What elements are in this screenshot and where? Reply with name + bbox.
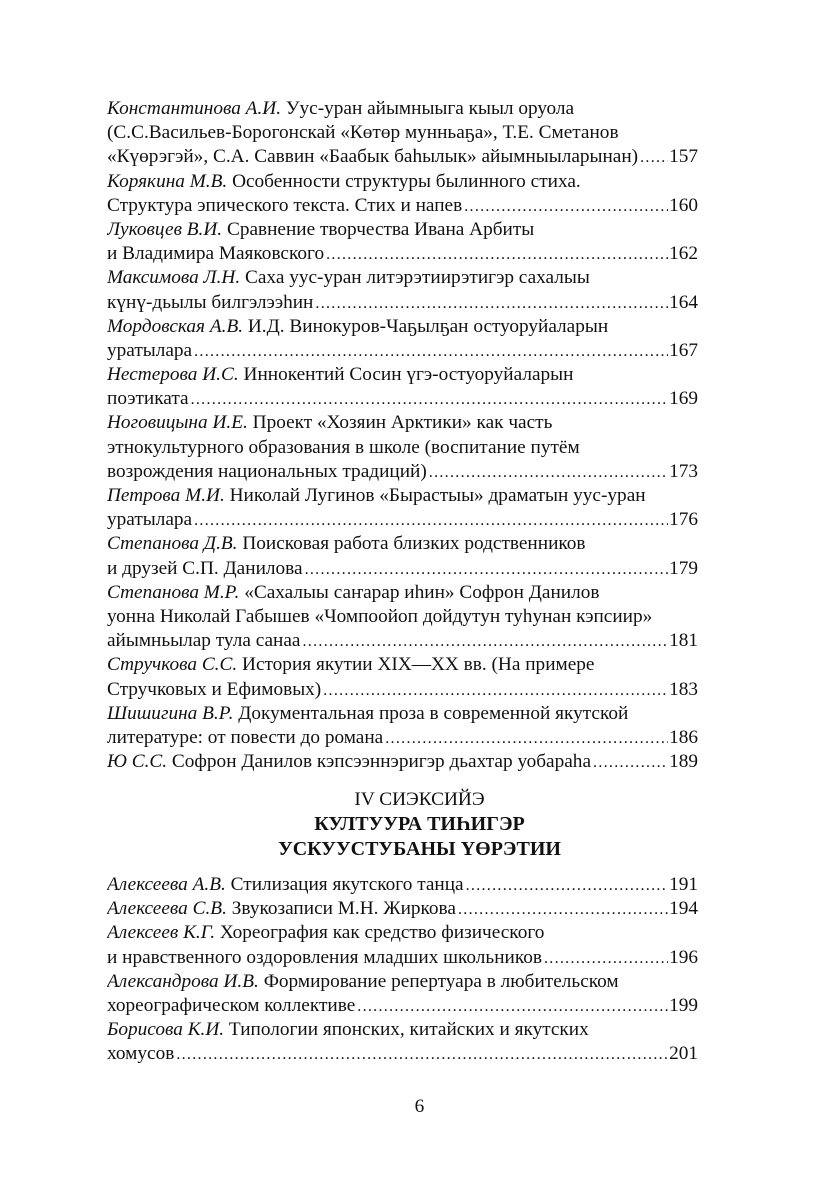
toc-entry-title: Структура эпического текста. Стих и напев <box>107 194 463 216</box>
dot-leader <box>323 679 668 702</box>
dot-leader <box>593 751 668 774</box>
toc-entry-title: күнү-дьылы билгэлээһин <box>107 291 314 313</box>
toc-entry[interactable] <box>107 532 698 580</box>
toc-entry-title: и нравственного оздоровления младших школьников <box>107 946 542 968</box>
dot-leader <box>640 146 668 169</box>
toc-entry-title: Саха уус-уран литэрэтиирэтигэр сахалыы <box>245 267 590 289</box>
toc-entry[interactable] <box>107 897 698 921</box>
toc-entry-page: 169 <box>669 388 698 410</box>
toc-entry-title: возрождения национальных традиций) <box>107 460 427 482</box>
toc-entry-author: Максимова Л.Н. <box>107 267 241 289</box>
toc-entry-author: Константинова А.И. <box>107 98 282 119</box>
toc-entry-page: 167 <box>669 339 698 361</box>
dot-leader <box>194 340 668 363</box>
toc-entry-page: 179 <box>669 557 698 579</box>
toc-entry-title: уратылара <box>107 509 193 531</box>
toc-entry-page: 186 <box>669 726 698 748</box>
section-label: IV СИЭКСИЙЭ <box>354 789 485 810</box>
toc-entry[interactable] <box>107 315 698 363</box>
toc-entry[interactable] <box>107 411 698 484</box>
dot-leader <box>458 898 668 921</box>
toc-entry-title: Стилизация якутского танца <box>230 874 464 895</box>
toc-entry-title: История якутии XIX—XX вв. (На примере <box>242 654 595 676</box>
toc-entry[interactable] <box>107 921 698 969</box>
toc-entry[interactable] <box>107 218 698 266</box>
toc-entry-page: 157 <box>669 146 698 168</box>
toc-entry-title: этнокультурного образования в школе (воспитание путём <box>107 436 580 458</box>
toc-entry-title: литературе: от повести до романа <box>107 726 384 748</box>
toc-entry-title: и Владимира Маяковского <box>107 243 325 265</box>
toc-entry-title: И.Д. Винокуров-Чаҕылҕан остуоруйаларын <box>247 315 609 337</box>
toc-entry[interactable] <box>107 363 698 411</box>
toc-list-part2 <box>107 873 698 1067</box>
toc-entry-author: Мордовская А.В. <box>107 315 244 337</box>
toc-entry-title: «Күөрэгэй», С.А. Саввин «Баабык баһылык» айымныыларынан) <box>107 146 639 168</box>
dot-leader <box>326 243 668 266</box>
toc-entry-author: Алексеева А.В. <box>107 874 226 895</box>
toc-entry[interactable] <box>107 581 698 654</box>
toc-entry-page: 160 <box>669 194 698 216</box>
toc-entry-title: Типологии японских, китайских и якутских <box>228 1019 589 1041</box>
toc-list-part1 <box>107 97 698 774</box>
toc-entry[interactable] <box>107 653 698 701</box>
page-number: 6 <box>414 1096 425 1117</box>
toc-entry-author: Нестерова И.С. <box>107 364 239 386</box>
toc-entry-author: Корякина М.В. <box>107 170 228 192</box>
toc-entry-title: хореографическом коллективе <box>107 994 356 1016</box>
toc-entry-title: и друзей С.П. Данилова <box>107 557 303 579</box>
toc-entry-page: 199 <box>669 994 698 1016</box>
toc-entry-author: Александрова И.В. <box>107 970 259 992</box>
toc-entry-title: Уус-уран айымныыга кыыл оруола <box>285 98 575 119</box>
dot-leader <box>357 995 668 1018</box>
section-title: УСКУУСТУБАНЫ ҮӨРЭТИИ <box>278 838 561 860</box>
toc-entry-title: Формирование репертуара в любительском <box>263 970 619 992</box>
toc-entry-author: Петрова М.И. <box>107 485 225 506</box>
toc-entry-author: Ноговицына И.Е. <box>107 412 248 434</box>
toc-entry-page: 194 <box>669 898 698 920</box>
toc-entry-author: Степанова М.Р. <box>107 581 240 603</box>
toc-entry[interactable] <box>107 1018 698 1066</box>
toc-entry-page: 191 <box>669 874 698 895</box>
dot-leader <box>466 874 668 897</box>
toc-entry-page: 173 <box>669 460 698 482</box>
toc-entry-author: Луковцев В.И. <box>107 218 223 240</box>
toc-entry-title: поэтиката <box>107 388 189 410</box>
toc-entry[interactable] <box>107 970 698 1018</box>
section-heading <box>0 787 839 862</box>
toc-entry-page: 181 <box>669 630 698 652</box>
toc-entry[interactable] <box>107 97 698 170</box>
toc-entry-title: Иннокентий Сосин үгэ-остуоруйаларын <box>243 364 574 386</box>
dot-leader <box>315 292 668 315</box>
toc-entry[interactable] <box>107 873 698 897</box>
dot-leader <box>385 727 668 750</box>
dot-leader <box>194 509 668 532</box>
toc-entry-title: уратылара <box>107 339 193 361</box>
dot-leader <box>305 558 669 581</box>
toc-entry-title: Стручковых и Ефимовых) <box>107 678 322 700</box>
toc-entry[interactable] <box>107 702 698 750</box>
section-title: КУЛТУУРА ТИҺИГЭР <box>314 813 525 835</box>
toc-entry-title: Звукозаписи М.Н. Жиркова <box>231 898 456 920</box>
dot-leader <box>191 388 669 411</box>
toc-entry-author: Алексеев К.Г. <box>107 922 216 944</box>
toc-entry-title: Софрон Данилов кэпсээннэригэр дьахтар уобараһа <box>171 751 592 773</box>
toc-entry-title: Поисковая работа близких родственников <box>242 533 586 555</box>
toc-entry-page: 201 <box>669 1043 698 1065</box>
toc-entry-title: хомусов <box>107 1043 175 1065</box>
toc-entry-page: 189 <box>669 751 698 773</box>
dot-leader <box>303 630 669 653</box>
toc-entry-page: 162 <box>669 243 698 265</box>
toc-entry-title: «Сахалыы саҥарар иһин» Софрон Данилов <box>244 581 600 603</box>
toc-entry-author: Стручкова С.С. <box>107 654 238 676</box>
toc-entry-page: 183 <box>669 678 698 700</box>
dot-leader <box>544 947 668 970</box>
toc-entry[interactable] <box>107 750 698 774</box>
dot-leader <box>176 1043 668 1066</box>
toc-entry-title: Николай Лугинов «Бырастыы» драматын уус-уран <box>229 485 646 506</box>
toc-entry-author: Алексеева С.В. <box>107 898 227 920</box>
toc-entry-author: Борисова К.И. <box>107 1019 225 1041</box>
dot-leader <box>429 461 668 484</box>
toc-entry-author: Степанова Д.В. <box>107 533 238 555</box>
toc-entry-author: Ю С.С. <box>107 751 168 773</box>
toc-entry-title: Особенности структуры былинного стиха. <box>232 170 581 192</box>
toc-entry-page: 164 <box>669 291 698 313</box>
toc-entry-title: уонна Николай Габышев «Чомпоойоп дойдутун туһунан кэпсиир» <box>107 605 653 627</box>
dot-leader <box>464 195 668 218</box>
toc-entry-title: Документальная проза в современной якутской <box>238 702 629 724</box>
toc-entry-title: айымньылар тула санаа <box>107 630 301 652</box>
toc-entry[interactable] <box>107 266 698 314</box>
toc-entry-author: Шишигина В.Р. <box>107 702 234 724</box>
toc-entry-title: Сравнение творчества Ивана Арбиты <box>226 218 535 240</box>
toc-entry[interactable] <box>107 484 698 532</box>
toc-entry-title: Проект «Хозяин Арктики» как часть <box>252 412 553 434</box>
toc-entry-page: 176 <box>669 509 698 531</box>
toc-entry-page: 196 <box>669 946 698 968</box>
toc-entry-title: (С.С.Васильев-Борогонскай «Көтөр мунньаҕа», Т.Е. Сметанов <box>107 122 619 144</box>
toc-entry[interactable] <box>107 170 698 218</box>
toc-entry-title: Хореография как средство физического <box>219 922 545 944</box>
